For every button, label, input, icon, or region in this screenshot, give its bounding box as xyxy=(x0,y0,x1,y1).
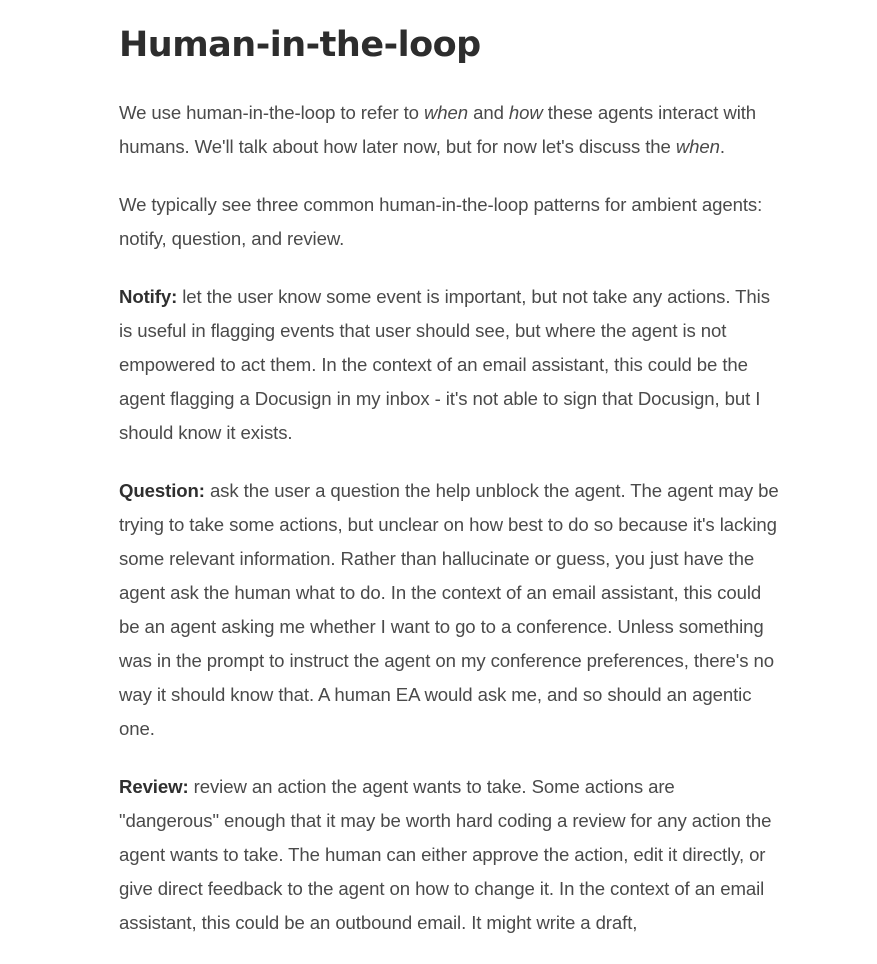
intro-text-3: these agents interact with humans. We'll talk about how later now, but for now let's discuss the xyxy=(119,102,757,157)
intro-emphasis-when-2: when xyxy=(675,136,720,157)
notify-label: Notify: xyxy=(119,286,178,307)
intro-text-4: . xyxy=(719,136,725,157)
review-label: Review: xyxy=(119,776,189,797)
notify-paragraph xyxy=(119,280,779,450)
intro-paragraph xyxy=(119,96,779,164)
intro-text-1: We use human-in-the-loop to refer to xyxy=(119,102,424,123)
intro-emphasis-how: how xyxy=(508,102,543,123)
review-text: review an action the agent wants to take. Some actions are "dangerous" enough that it may be worth hard coding a review for any action the agent wants to take. The human can either approve the action, edit it directly, or give direct feedback to the agent on how to change it. In the context of an email assistant, this could be an outbound email. It might write a draft, xyxy=(119,776,772,933)
review-paragraph xyxy=(119,770,779,940)
patterns-intro-paragraph: We typically see three common human-in-the-loop patterns for ambient agents: notify, question, and review. xyxy=(119,194,763,249)
intro-text-2: and xyxy=(468,102,509,123)
intro-emphasis-when: when xyxy=(423,102,469,123)
notify-text: let the user know some event is important, but not take any actions. This is useful in flagging events that user should see, but where the agent is not empowered to act them. In the context of an email assistant, this could be the agent flagging a Docusign in my inbox - it's not able to sign that Docusign, but I should know it exists. xyxy=(119,286,770,443)
question-label: Question: xyxy=(119,480,205,501)
section-heading: Human-in-the-loop xyxy=(119,25,481,65)
question-text: ask the user a question the help unblock the agent. The agent may be trying to take some actions, but unclear on how best to do so because it's lacking some relevant information. Rather than hallucinate or guess, you just have the agent ask the human what to do. In the context of an email assistant, this could be an agent asking me whether I want to go to a conference. Unless something was in the prompt to instruct the agent on my conference preferences, there's no way it should know that. A human EA would ask me, and so should an agentic one. xyxy=(119,480,779,739)
article-body xyxy=(119,18,779,964)
question-paragraph xyxy=(119,474,779,746)
